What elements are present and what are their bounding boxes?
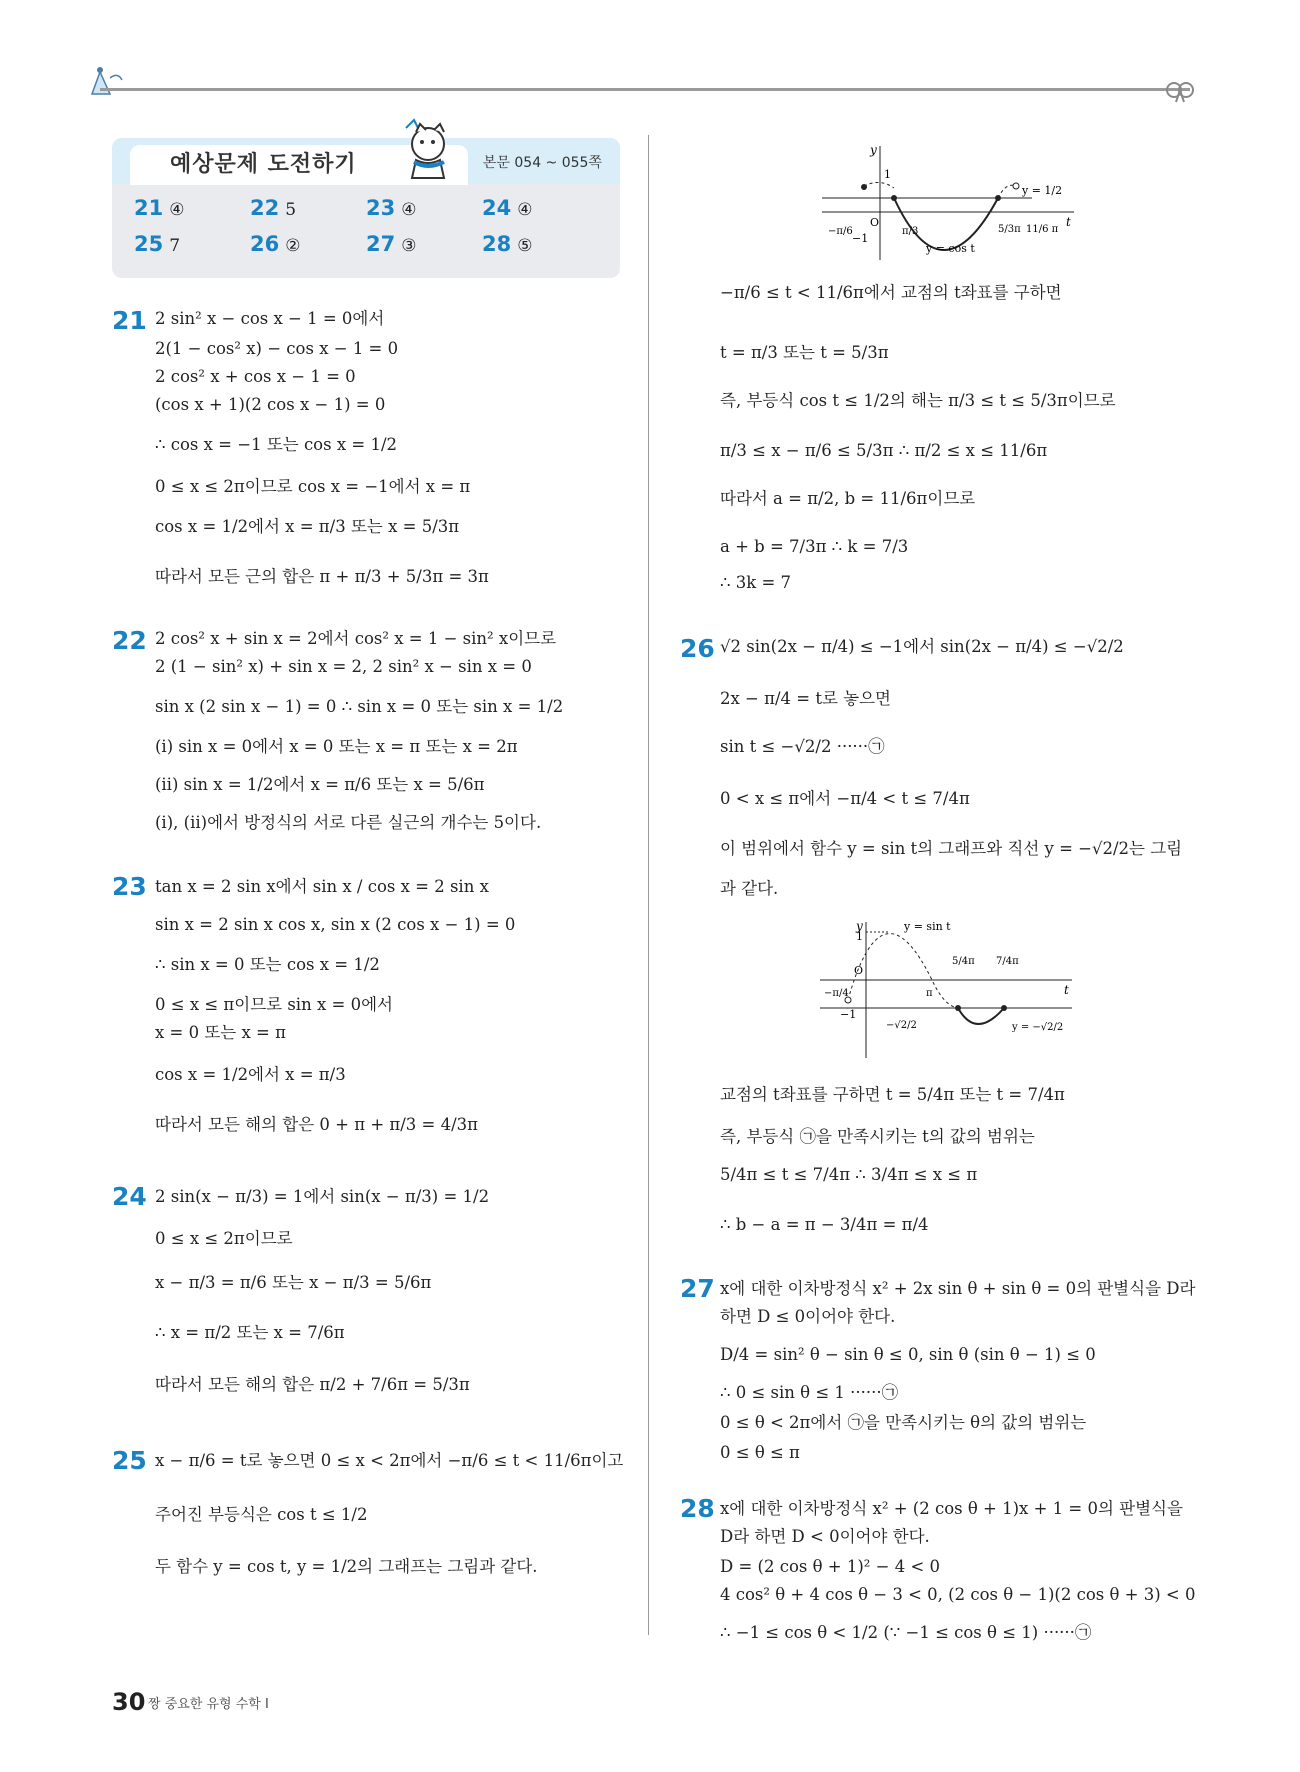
problem-21-line: cos x = 1/2에서 x = π/3 또는 x = 5/3π — [155, 517, 460, 536]
problem-27-line: 0 ≤ θ ≤ π — [720, 1443, 800, 1462]
problem-23-line: tan x = 2 sin x에서 sin x / cos x = 2 sin x — [155, 877, 489, 896]
y-label: y — [856, 919, 863, 933]
problem-27-line: 하면 D ≤ 0이어야 한다. — [720, 1307, 896, 1326]
problem-25-cont-line: 따라서 a = π/2, b = 11/6π이므로 — [720, 489, 976, 508]
origin-label: O — [870, 216, 880, 229]
intersection-point — [995, 195, 1001, 201]
problem-27-line: 0 ≤ θ < 2π에서 ㉠을 만족시키는 θ의 값의 범위는 — [720, 1413, 1087, 1432]
answer-summary-box — [112, 138, 620, 278]
answer-number: 28 — [482, 232, 512, 256]
problem-26-line: 교점의 t좌표를 구하면 t = 5/4π 또는 t = 7/4π — [720, 1085, 1065, 1104]
problem-24-line: 2 sin(x − π/3) = 1에서 sin(x − π/3) = 1/2 — [155, 1187, 490, 1206]
answer-value: 5 — [285, 200, 297, 220]
bell-ornament-icon — [86, 64, 126, 98]
problem-26-line: √2 sin(2x − π/4) ≤ −1에서 sin(2x − π/4) ≤ −√2/2 — [720, 637, 1124, 656]
answer-number: 23 — [366, 196, 396, 220]
problem-24-line: x − π/3 = π/6 또는 x − π/3 = 5/6π — [155, 1273, 432, 1292]
answer-value: ④ — [401, 200, 417, 220]
line-label: y = −√2/2 — [1012, 1022, 1064, 1033]
problem-27-number: 27 — [680, 1274, 715, 1303]
answer-value: ④ — [169, 200, 185, 220]
answer-value: ④ — [517, 200, 533, 220]
answer-value: ③ — [401, 236, 417, 256]
line-label: y = 1/2 — [1022, 184, 1063, 197]
problem-26-line: 과 같다. — [720, 879, 779, 898]
problem-21-line: 2 sin² x − cos x − 1 = 0에서 — [155, 309, 385, 328]
problem-27-line: D/4 = sin² θ − sin θ ≤ 0, sin θ (sin θ − 1) ≤ 0 — [720, 1345, 1096, 1364]
left-tick-label: −π/6 — [828, 226, 853, 237]
answer-number: 27 — [366, 232, 396, 256]
y-top-label: 1 — [856, 930, 863, 943]
problem-23-line: cos x = 1/2에서 x = π/3 — [155, 1065, 346, 1084]
problem-25-cont-line: ∴ 3k = 7 — [720, 573, 792, 592]
sin-curve-solid — [958, 1008, 1004, 1024]
answer-item — [250, 196, 360, 220]
problem-25-cont-line: −π/6 ≤ t < 11/6π에서 교점의 t좌표를 구하면 — [720, 283, 1062, 302]
answer-number: 24 — [482, 196, 512, 220]
cosine-graph — [822, 142, 1082, 264]
problem-26-line: 5/4π ≤ t ≤ 7/4π ∴ 3/4π ≤ x ≤ π — [720, 1165, 978, 1184]
problem-21-line: 2 cos² x + cos x − 1 = 0 — [155, 367, 356, 386]
problem-25-line: x − π/6 = t로 놓으면 0 ≤ x < 2π에서 −π/6 ≤ t < 11/6π이고 — [155, 1451, 624, 1470]
problem-28-number: 28 — [680, 1494, 715, 1523]
problem-23-number: 23 — [112, 872, 147, 901]
problem-23-line: x = 0 또는 x = π — [155, 1023, 286, 1042]
top-rule — [100, 88, 1190, 91]
answer-item — [134, 232, 244, 256]
y-bottom-label: −1 — [852, 232, 869, 245]
cos-curve-dashed — [864, 182, 894, 188]
answer-box-title: 예상문제 도전하기 — [130, 145, 468, 185]
problem-27-line: ∴ 0 ≤ sin θ ≤ 1 ······㉠ — [720, 1383, 899, 1402]
problem-28-line: D = (2 cos θ + 1)² − 4 < 0 — [720, 1557, 941, 1576]
problem-26-line: 2x − π/4 = t로 놓으면 — [720, 689, 891, 708]
problem-26-line: 0 < x ≤ π에서 −π/4 < t ≤ 7/4π — [720, 789, 970, 808]
answer-item — [250, 232, 360, 256]
problem-21-line: 2(1 − cos² x) − cos x − 1 = 0 — [155, 339, 399, 358]
answer-value: ⑤ — [517, 236, 533, 256]
tick-11pi6: 11/6 π — [1026, 224, 1059, 235]
problem-21-line: (cos x + 1)(2 cos x − 1) = 0 — [155, 395, 386, 414]
problem-23-line: 0 ≤ x ≤ π이므로 sin x = 0에서 — [155, 995, 393, 1014]
answer-number: 25 — [134, 232, 164, 256]
sine-graph — [820, 918, 1080, 1060]
answer-item — [366, 232, 476, 256]
problem-22-line: (ⅱ) sin x = 1/2에서 x = π/6 또는 x = 5/6π — [155, 775, 485, 794]
t-label: t — [1066, 215, 1071, 229]
problem-24-line: 따라서 모든 해의 합은 π/2 + 7/6π = 5/3π — [155, 1375, 470, 1394]
problem-28-line: ∴ −1 ≤ cos θ < 1/2 (∵ −1 ≤ cos θ ≤ 1) ······㉠ — [720, 1623, 1092, 1642]
problem-23-line: sin x = 2 sin x cos x, sin x (2 cos x − 1) = 0 — [155, 915, 516, 934]
problem-22-line: (ⅰ) sin x = 0에서 x = 0 또는 x = π 또는 x = 2π — [155, 737, 518, 756]
t-label: t — [1064, 983, 1069, 997]
footer-book-title: 짱 중요한 유형 수학 Ⅰ — [148, 1697, 269, 1712]
answer-item — [482, 196, 592, 220]
problem-25-cont-line: π/3 ≤ x − π/6 ≤ 5/3π ∴ π/2 ≤ x ≤ 11/6π — [720, 441, 1048, 460]
problem-25-cont-line: 즉, 부등식 cos t ≤ 1/2의 해는 π/3 ≤ t ≤ 5/3π이므로 — [720, 391, 1116, 410]
problem-28-line: 4 cos² θ + 4 cos θ − 3 < 0, (2 cos θ − 1)(2 cos θ + 3) < 0 — [720, 1585, 1196, 1604]
origin-label: O — [854, 964, 864, 977]
problem-26-line: 이 범위에서 함수 y = sin t의 그래프와 직선 y = −√2/2는 그림 — [720, 839, 1183, 858]
textbook-page-reference: 본문 054 ~ 055쪽 — [482, 155, 602, 171]
problem-28-line: D라 하면 D < 0이어야 한다. — [720, 1527, 930, 1546]
problem-27-line: x에 대한 이차방정식 x² + 2x sin θ + sin θ = 0의 판별식을 D라 — [720, 1279, 1196, 1298]
tick-7pi4: 7/4π — [996, 956, 1019, 967]
intersection-point — [891, 195, 897, 201]
problem-21-line: 따라서 모든 근의 합은 π + π/3 + 5/3π = 3π — [155, 567, 489, 586]
tick-pi3: π/3 — [902, 226, 919, 237]
answer-item — [366, 196, 476, 220]
column-divider — [648, 135, 649, 1635]
problem-23-line: ∴ sin x = 0 또는 cos x = 1/2 — [155, 955, 380, 974]
answer-value: 7 — [169, 236, 181, 256]
problem-24-line: 0 ≤ x ≤ 2π이므로 — [155, 1229, 293, 1248]
problem-25-line: 주어진 부등식은 cos t ≤ 1/2 — [155, 1505, 368, 1524]
problem-25-line: 두 함수 y = cos t, y = 1/2의 그래프는 그림과 같다. — [155, 1557, 538, 1576]
start-point — [861, 184, 867, 190]
intersection-point — [955, 1005, 961, 1011]
problem-22-line: 2 (1 − sin² x) + sin x = 2, 2 sin² x − sin x = 0 — [155, 657, 532, 676]
problem-26-line: sin t ≤ −√2/2 ······㉠ — [720, 737, 885, 756]
sin-curve-dashed — [848, 934, 958, 1008]
curve-label: y = sin t — [904, 920, 951, 933]
y-bottom-label: −1 — [840, 1008, 857, 1021]
problem-22-line: (ⅰ), (ⅱ)에서 방정식의 서로 다른 실근의 개수는 5이다. — [155, 813, 542, 832]
answer-item — [134, 196, 244, 220]
pi-label: π — [926, 988, 933, 999]
problem-26-line: 즉, 부등식 ㉠을 만족시키는 t의 값의 범위는 — [720, 1127, 1035, 1146]
problem-24-number: 24 — [112, 1182, 147, 1211]
problem-21-number: 21 — [112, 306, 147, 335]
page-number: 30 — [112, 1688, 146, 1716]
problem-24-line: ∴ x = π/2 또는 x = 7/6π — [155, 1323, 345, 1342]
problem-26-number: 26 — [680, 634, 715, 663]
problem-22-line: sin x (2 sin x − 1) = 0 ∴ sin x = 0 또는 sin x = 1/2 — [155, 697, 564, 716]
y-label: y — [870, 143, 877, 157]
neg-root-label: −√2/2 — [886, 1020, 917, 1031]
answer-item — [482, 232, 592, 256]
problem-23-line: 따라서 모든 해의 합은 0 + π + π/3 = 4/3π — [155, 1115, 479, 1134]
answer-number: 26 — [250, 232, 280, 256]
end-point — [1013, 183, 1019, 189]
answer-number: 21 — [134, 196, 164, 220]
problem-25-number: 25 — [112, 1446, 147, 1475]
problem-22-number: 22 — [112, 626, 147, 655]
answer-value: ② — [285, 236, 301, 256]
mascot-cat-icon — [400, 118, 460, 188]
answer-box-header — [112, 138, 620, 184]
tick-5pi3: 5/3π — [998, 224, 1021, 235]
left-tick-label: −π/4 — [824, 988, 849, 999]
intersection-point — [1001, 1005, 1007, 1011]
problem-26-line: ∴ b − a = π − 3/4π = π/4 — [720, 1215, 929, 1234]
bow-ornament-icon — [1164, 78, 1196, 104]
problem-25-cont-line: t = π/3 또는 t = 5/3π — [720, 343, 889, 362]
problem-21-line: ∴ cos x = −1 또는 cos x = 1/2 — [155, 435, 398, 454]
tick-5pi4: 5/4π — [952, 956, 975, 967]
y-top-label: 1 — [884, 168, 891, 181]
problem-28-line: x에 대한 이차방정식 x² + (2 cos θ + 1)x + 1 = 0의 판별식을 — [720, 1499, 1183, 1518]
problem-25-cont-line: a + b = 7/3π ∴ k = 7/3 — [720, 537, 909, 556]
problem-22-line: 2 cos² x + sin x = 2에서 cos² x = 1 − sin² x이므로 — [155, 629, 557, 648]
answer-number: 22 — [250, 196, 280, 220]
curve-label: y = cos t — [926, 242, 975, 255]
problem-21-line: 0 ≤ x ≤ 2π이므로 cos x = −1에서 x = π — [155, 477, 471, 496]
